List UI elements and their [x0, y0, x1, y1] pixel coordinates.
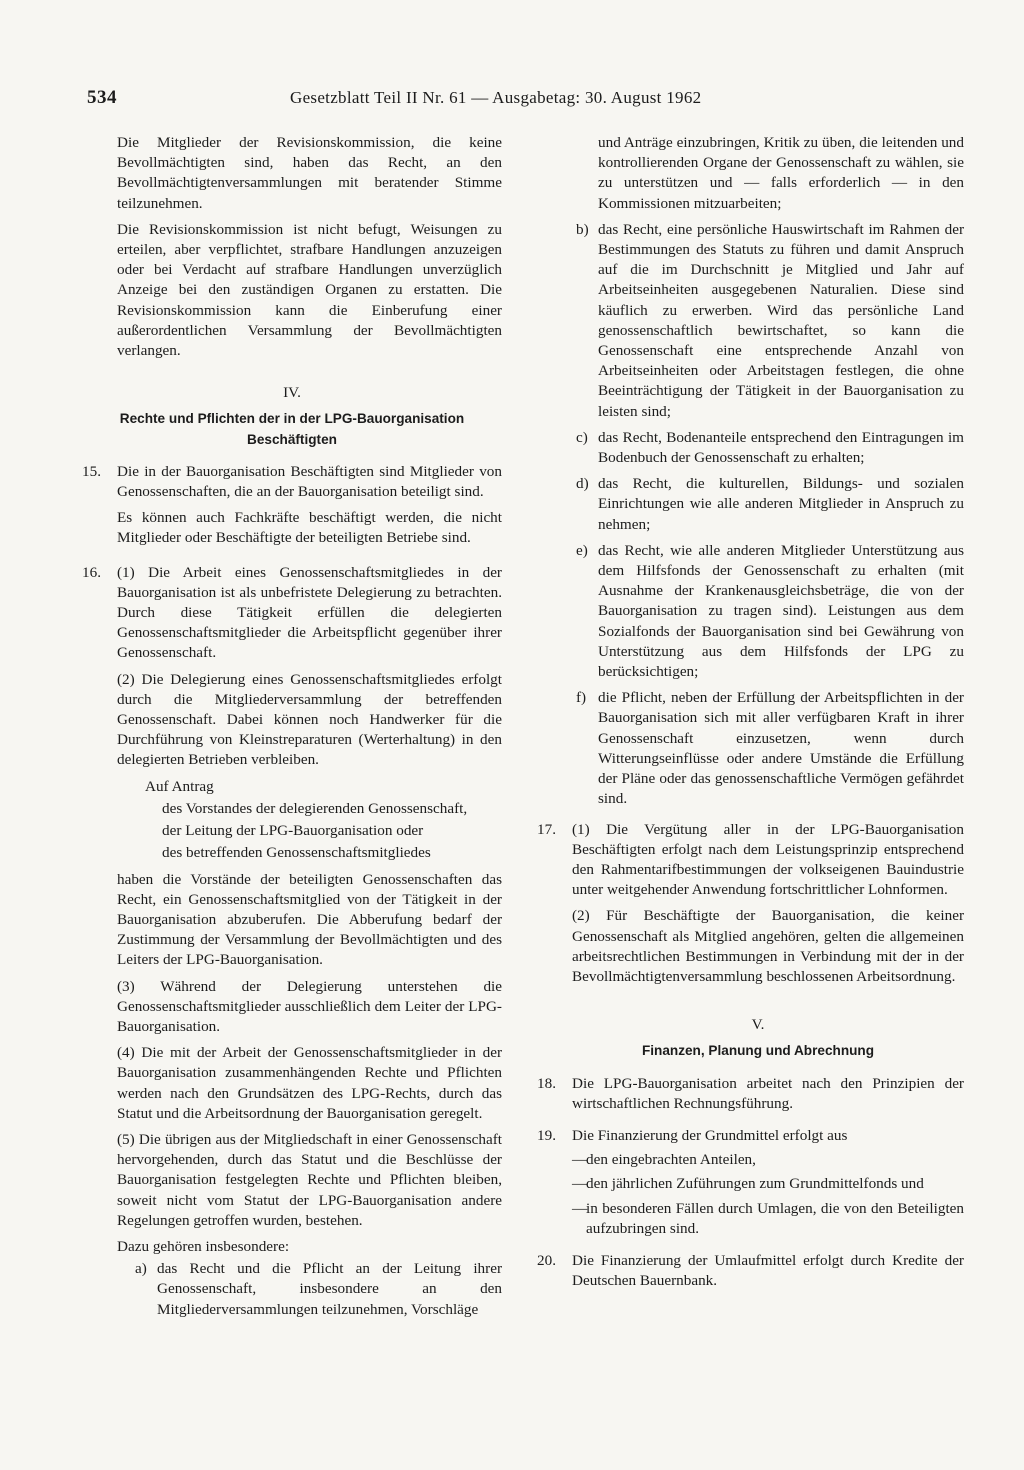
page-header	[0, 88, 1024, 116]
paragraph: Dazu gehören insbesondere:	[117, 1237, 290, 1255]
item-text: die Pflicht, neben der Erfüllung der Arbeitspflichten in der Bauorganisation sich mit aller verfügbaren Kraft in ihrer Genossenschaft einzusetzen, wenn durch Witterungseinflüsse oder andere Umstände die Erfüllung der Pläne oder das genossenschaftliche Vermögen gefährdet sind.	[598, 689, 964, 808]
list-item	[576, 428, 964, 468]
paragraph: (4) Die mit der Arbeit der Genossenschaftsmitglieder in der Bauorganisation zusammenhängenden Rechte und Pflichten werden nach den Grundsätzen des LPG-Rechts, durch das Statut und die Arbeitsordnung der Bauorganisation geregelt.	[117, 1044, 502, 1122]
paragraph: Die Mitglieder der Revisionskommission, die keine Bevollmächtigten sind, haben das Recht, an den Bevollmächtigtenversammlungen mit beratender Stimme teilzunehmen.	[117, 134, 502, 212]
section-title: Rechte und Pflichten der in der LPG-Bauorganisation Beschäftigten	[119, 411, 465, 447]
item-text: den jährlichen Zuführungen zum Grundmittelfonds und	[586, 1175, 924, 1193]
paragraph: (2) Für Beschäftigte der Bauorganisation, die keiner Genossenschaft als Mitglied angehören, gelten die allgemeinen arbeitsrechtlichen Bestimmungen in Verbindung mit der in der Bevollmächtigtenversammlung beschlossenen Arbeitsordnung.	[572, 907, 964, 985]
list-item	[135, 1259, 502, 1320]
list-item	[576, 474, 964, 535]
article-18	[537, 1074, 964, 1120]
article-20	[537, 1251, 964, 1297]
item-text: das Recht, die kulturellen, Bildungs- und sozialen Einrichtungen wie alle anderen Mitglieder in Anspruch zu nehmen;	[598, 475, 964, 533]
right-column	[537, 133, 964, 1303]
page-number: 534	[87, 87, 117, 108]
left-column	[82, 133, 502, 1332]
article-number: 15.	[82, 462, 101, 480]
paragraph: Die Finanzierung der Grundmittel erfolgt aus	[572, 1126, 848, 1144]
article-16	[82, 563, 502, 1326]
list-item	[572, 1150, 964, 1170]
paragraph: haben die Vorstände der beteiligten Genossenschaften das Recht, ein Genossenschaftsmitglied von der Tätigkeit in der Bauorganisation abzuberufen. Die Abberufung bedarf der Zustimmung der Versammlung der Bevollmächtigten und des Leiters der LPG-Bauorganisation.	[117, 870, 502, 969]
item-text: den eingebrachten Anteilen,	[586, 1151, 756, 1169]
article-17	[537, 820, 964, 994]
item-label: f)	[576, 689, 587, 707]
list-item	[576, 688, 964, 809]
dash-marker: —	[572, 1151, 588, 1169]
item-text: das Recht, Bodenanteile entsprechend den Eintragungen im Bodenbuch der Genossenschaft zu erhalten;	[598, 428, 964, 467]
item-text: das Recht, eine persönliche Hauswirtschaft im Rahmen der Bestimmungen des Statuts zu führen und damit Anspruch auf die im Durchschnitt je Mitglied und Jahr auf Arbeitseinheiten ausgegebenen Naturalien. Diese sind käuflich zu erwerben. Wird das persönliche Land genossenschaftlich bewirtschaftet, so kann die Genossenschaft eine entsprechende Anzahl von Arbeitseinheiten oder Arbeitstagen festlegen, die ohne Beeinträchtigung der Tätigkeit in der Bauorganisation zu leisten sind;	[598, 220, 964, 420]
item-text: das Recht, wie alle anderen Mitglieder Unterstützung aus dem Hilfsfonds der Genossenschaft zu erhalten (mit Ausnahme der Krankenausgleichsbeträge, die von der Bauorganisation zu tragen sind). Leistungen aus dem Sozialfonds der Bauorganisation sind bei Gewährung von Unterstützung aus dem Hilfsfonds der LPG zu berücksichtigen;	[598, 541, 964, 681]
article-number: 16.	[82, 563, 101, 581]
paragraph: Auf Antrag	[145, 777, 214, 795]
item-label: e)	[576, 541, 588, 559]
paragraph: Die Finanzierung der Umlaufmittel erfolgt durch Kredite der Deutschen Bauernbank.	[572, 1251, 964, 1290]
dash-marker: —	[572, 1199, 588, 1217]
paragraph: Die in der Bauorganisation Beschäftigten sind Mitglieder von Genossenschaften, die an der Bauorganisation beteiligt sind.	[117, 462, 502, 501]
paragraph: Die LPG-Bauorganisation arbeitet nach den Prinzipien der wirtschaftlichen Rechnungsführung.	[572, 1074, 964, 1112]
dash-marker: —	[572, 1175, 588, 1193]
paragraph: Die Revisionskommission ist nicht befugt, Weisungen zu erteilen, aber verpflichtet, strafbare Handlungen anzuzeigen oder bei Verdacht auf strafbare Handlungen unverzüglich Anzeige bei den zuständigen Organen zu erstatten. Die Revisionskommission kann die Einberufung einer außerordentlichen Versammlung der Bevollmächtigten verlangen.	[117, 220, 502, 360]
item-label: a)	[135, 1260, 147, 1278]
paragraph: Es können auch Fachkräfte beschäftigt werden, die nicht Mitglieder oder Beschäftigte der beteiligten Betriebe sind.	[117, 509, 502, 547]
list-item: des betreffenden Genossenschaftsmitgliedes	[162, 844, 431, 862]
list-item	[572, 1174, 964, 1194]
article-number: 19.	[537, 1126, 556, 1144]
section-number: IV.	[283, 384, 301, 402]
list-item	[576, 220, 964, 422]
paragraph: (1) Die Vergütung aller in der LPG-Bauorganisation Beschäftigten erfolgt nach dem Leistungsprinzip entsprechend den Rahmentarifbestimmungen der volkseigenen Bauindustrie unter weitgehender Anwendung fortschrittlicher Lohnformen.	[572, 820, 964, 899]
list-item: des Vorstandes der delegierenden Genossenschaft,	[162, 799, 468, 817]
item-label: c)	[576, 428, 588, 446]
article-19	[537, 1126, 964, 1243]
section-number: V.	[751, 1016, 765, 1034]
article-number: 18.	[537, 1074, 556, 1092]
paragraph: (2) Die Delegierung eines Genossenschaftsmitgliedes erfolgt durch die Mitgliederversammlung der betreffenden Genossenschaft. Dabei können noch Handwerker für die Durchführung von Kleinstreparaturen (Werterhaltung) in den delegierten Betrieben verbleiben.	[117, 670, 502, 769]
running-head: Gesetzblatt Teil II Nr. 61 — Ausgabetag: 30. August 1962	[290, 88, 702, 107]
list-item: der Leitung der LPG-Bauorganisation oder	[162, 822, 424, 840]
item-text: das Recht und die Pflicht an der Leitung ihrer Genossenschaft, insbesondere an den Mitgliederversammlungen teilzunehmen, Vorschläge	[157, 1260, 502, 1318]
paragraph: (5) Die übrigen aus der Mitgliedschaft in einer Genossenschaft hervorgehenden, durch das Statut und die Beschlüsse der Bauorganisation festgelegten Rechte und Pflichten bleiben, soweit nicht vom Statut der LPG-Bauorganisation andere Regelungen getroffen wurden, bestehen.	[117, 1130, 502, 1229]
article-number: 17.	[537, 820, 556, 838]
paragraph: und Anträge einzubringen, Kritik zu üben, die leitenden und kontrollierenden Organe der Genossenschaft zu wählen, sie zu unterstützen und — falls erforderlich — in den Kommissionen mitzuarbeiten;	[598, 134, 964, 212]
list-item	[572, 1199, 964, 1239]
article-15	[82, 462, 502, 555]
section-title: Finanzen, Planung und Abrechnung	[641, 1043, 875, 1059]
paragraph: (1) Die Arbeit eines Genossenschaftsmitgliedes in der Bauorganisation ist als unbefristete Delegierung zu betrachten. Durch diese Tätigkeit erfüllen die delegierten Genossenschaftsmitglieder die Arbeitspflicht gegenüber ihrer Genossenschaft.	[117, 563, 502, 662]
article-number: 20.	[537, 1251, 556, 1269]
list-item	[576, 541, 964, 682]
item-text: in besonderen Fällen durch Umlagen, die von den Beteiligten aufzubringen sind.	[586, 1199, 964, 1237]
item-label: b)	[576, 220, 589, 238]
item-label: d)	[576, 475, 589, 493]
paragraph: (3) Während der Delegierung unterstehen die Genossenschaftsmitglieder ausschließlich dem Leiter der LPG-Bauorganisation.	[117, 977, 502, 1035]
